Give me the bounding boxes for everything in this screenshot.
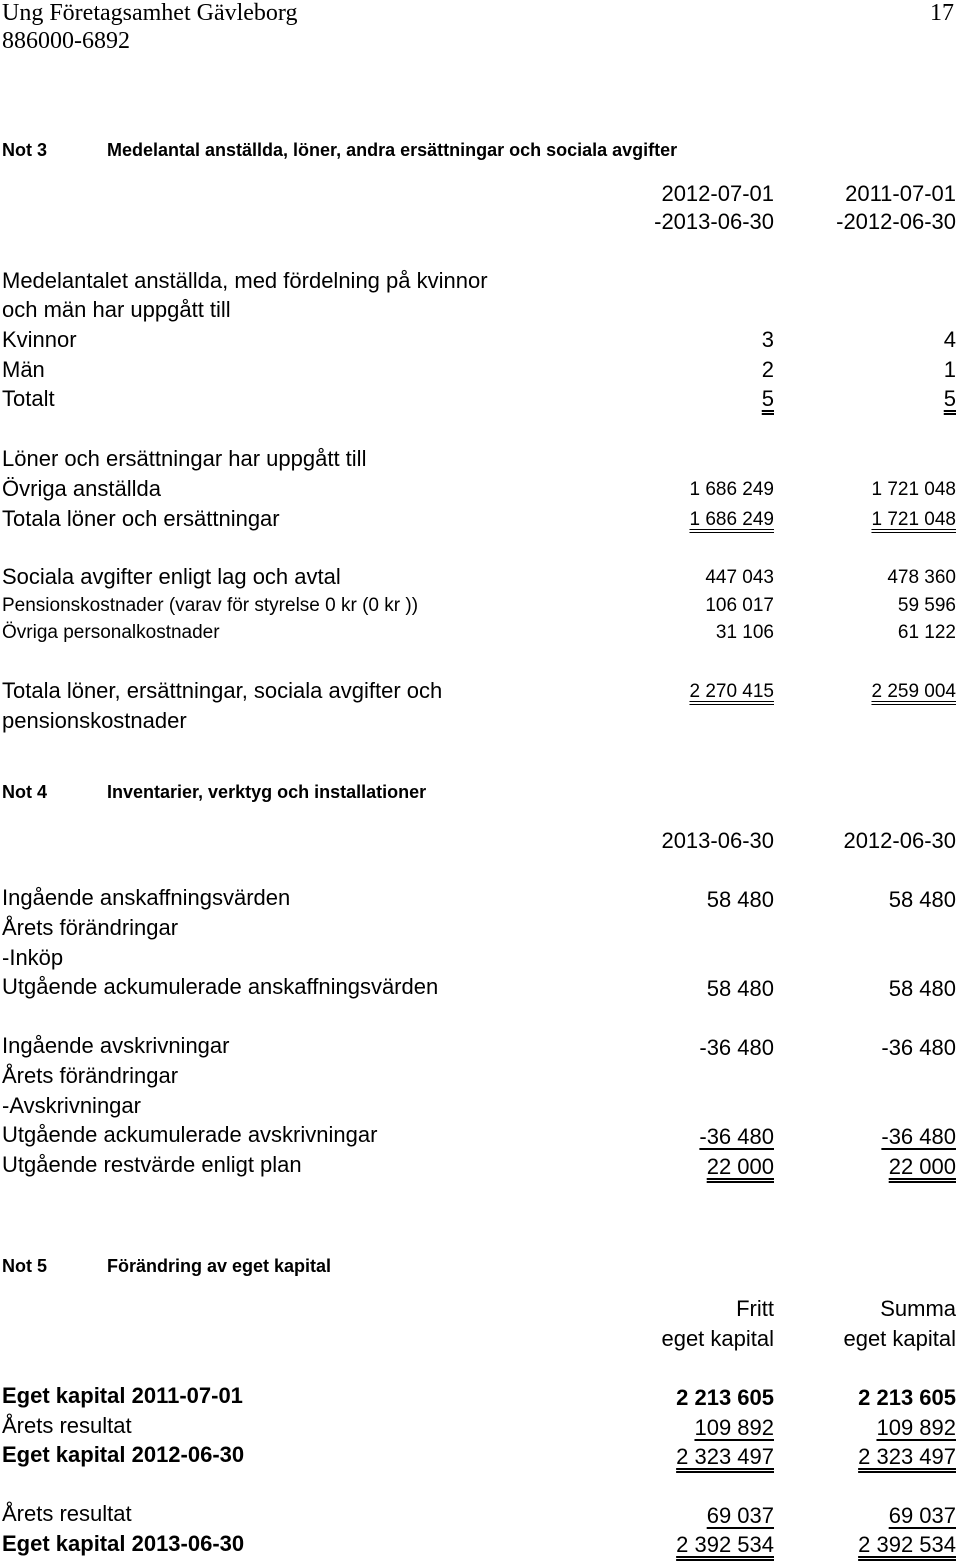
row-restvarde-value-2: 22 000 xyxy=(888,1154,956,1179)
row-ek-2011-value-2: 2 213 605 xyxy=(858,1385,956,1410)
row-ek-2012-value-2: 2 323 497 xyxy=(858,1444,956,1469)
note-5-title: Förändring av eget kapital xyxy=(107,1256,332,1276)
note-3-number: Not 3 xyxy=(2,140,47,160)
row-ing-avskr-label: Ingående avskrivningar xyxy=(2,1033,230,1058)
row-utg-avskr-value-2: -36 480 xyxy=(881,1124,956,1149)
row-res-2-value-2: 69 037 xyxy=(888,1503,956,1528)
row-totala-all-value-2: 2 259 004 xyxy=(871,681,956,702)
row-sociala-label: Sociala avgifter enligt lag och avtal xyxy=(2,564,341,589)
page-number: 17 xyxy=(930,0,954,26)
row-utg-ansk-value-2: 58 480 xyxy=(888,976,956,1001)
avg-employees-heading: Medelantalet anställda, med fördelning på kvinnor xyxy=(2,268,488,293)
row-ek-2013-label: Eget kapital 2013-06-30 xyxy=(2,1531,245,1556)
note-5-number: Not 5 xyxy=(2,1256,47,1276)
row-res-2-label: Årets resultat xyxy=(2,1501,132,1526)
row-ing-ansk-label: Ingående anskaffningsvärden xyxy=(2,885,291,910)
row-ovriga-anstallda-label: Övriga anställda xyxy=(2,476,161,501)
row-pension-value-2: 59 596 xyxy=(897,595,956,616)
row-utg-ansk-label: Utgående ackumulerade anskaffningsvärden xyxy=(2,974,439,999)
row-utg-avskr-value-1: -36 480 xyxy=(699,1124,774,1149)
row-ing-ansk-value-2: 58 480 xyxy=(888,887,956,912)
row-kvinnor-value-2: 4 xyxy=(943,327,956,352)
row-ek-2013-value-2: 2 392 534 xyxy=(858,1532,956,1557)
row-ing-avskr-value-2: -36 480 xyxy=(881,1035,956,1060)
row-inkop: -Inköp xyxy=(2,945,64,970)
row-restvarde-label: Utgående restvärde enligt plan xyxy=(2,1152,302,1177)
col-summa-heading-2: eget kapital xyxy=(843,1326,956,1351)
row-totala-loner-label: Totala löner och ersättningar xyxy=(2,506,280,531)
row-kvinnor-label: Kvinnor xyxy=(2,327,77,352)
row-totala-all-value-1: 2 270 415 xyxy=(689,681,774,702)
row-totala-all-label-2: pensionskostnader xyxy=(2,708,187,733)
row-res-2-value-1: 69 037 xyxy=(706,1503,774,1528)
row-restvarde-value-1: 22 000 xyxy=(706,1154,774,1179)
period-1-end: -2013-06-30 xyxy=(654,209,774,234)
row-ek-2011-label: Eget kapital 2011-07-01 xyxy=(2,1383,243,1408)
row-utg-avskr-label: Utgående ackumulerade avskrivningar xyxy=(2,1122,378,1147)
row-res-1-value-2: 109 892 xyxy=(876,1415,956,1440)
note-3-title: Medelantal anställda, löner, andra ersättningar och sociala avgifter xyxy=(107,140,678,160)
note-4-number: Not 4 xyxy=(2,782,47,802)
row-ek-2013-value-1: 2 392 534 xyxy=(676,1532,774,1557)
row-utg-ansk-value-1: 58 480 xyxy=(706,976,774,1001)
date-col-2: 2012-06-30 xyxy=(843,828,956,853)
row-res-1-value-1: 109 892 xyxy=(694,1415,774,1440)
row-sociala-value-1: 447 043 xyxy=(705,567,774,588)
row-totala-loner-value-2: 1 721 048 xyxy=(871,509,956,530)
period-2-start: 2011-07-01 xyxy=(845,181,956,206)
row-ing-avskr-value-1: -36 480 xyxy=(699,1035,774,1060)
note-4-title: Inventarier, verktyg och installationer xyxy=(107,782,427,802)
row-res-1-label: Årets resultat xyxy=(2,1413,132,1438)
row-pension-value-1: 106 017 xyxy=(705,595,774,616)
avg-employees-heading-2: och män har uppgått till xyxy=(2,297,231,322)
row-ek-2012-value-1: 2 323 497 xyxy=(676,1444,774,1469)
row-man-label: Män xyxy=(2,357,45,382)
row-ovriga-anstallda-value-1: 1 686 249 xyxy=(689,479,774,500)
row-ovriga-personal-value-2: 61 122 xyxy=(897,622,956,643)
row-man-value-1: 2 xyxy=(761,357,774,382)
row-ovriga-personal-value-1: 31 106 xyxy=(715,622,774,643)
row-ek-2011-value-1: 2 213 605 xyxy=(676,1385,774,1410)
row-ovriga-anstallda-value-2: 1 721 048 xyxy=(871,479,956,500)
row-avskrivningar: -Avskrivningar xyxy=(2,1093,141,1118)
company-name: Ung Företagsamhet Gävleborg xyxy=(2,0,298,26)
date-col-1: 2013-06-30 xyxy=(661,828,774,853)
row-arets-forandringar-1: Årets förändringar xyxy=(2,915,179,940)
row-ing-ansk-value-1: 58 480 xyxy=(706,887,774,912)
row-ek-2012-label: Eget kapital 2012-06-30 xyxy=(2,1442,245,1467)
row-arets-forandringar-2: Årets förändringar xyxy=(2,1063,179,1088)
salaries-heading: Löner och ersättningar har uppgått till xyxy=(2,446,367,471)
org-number: 886000-6892 xyxy=(2,28,130,54)
row-totalt-value-1: 5 xyxy=(761,386,774,411)
row-sociala-value-2: 478 360 xyxy=(887,567,956,588)
period-2-end: -2012-06-30 xyxy=(836,209,956,234)
row-man-value-2: 1 xyxy=(943,357,956,382)
row-kvinnor-value-1: 3 xyxy=(761,327,774,352)
period-1-start: 2012-07-01 xyxy=(661,181,774,206)
col-summa-heading: Summa xyxy=(880,1296,956,1321)
row-totala-loner-value-1: 1 686 249 xyxy=(689,509,774,530)
row-totala-all-label: Totala löner, ersättningar, sociala avgifter och xyxy=(2,678,443,703)
col-fritt-heading-2: eget kapital xyxy=(661,1326,774,1351)
col-fritt-heading: Fritt xyxy=(736,1296,774,1321)
row-totalt-label: Totalt xyxy=(2,386,55,411)
row-ovriga-personal-label: Övriga personalkostnader xyxy=(2,622,220,643)
row-pension-label: Pensionskostnader (varav för styrelse 0 kr (0 kr )) xyxy=(2,595,419,616)
row-totalt-value-2: 5 xyxy=(943,386,956,411)
